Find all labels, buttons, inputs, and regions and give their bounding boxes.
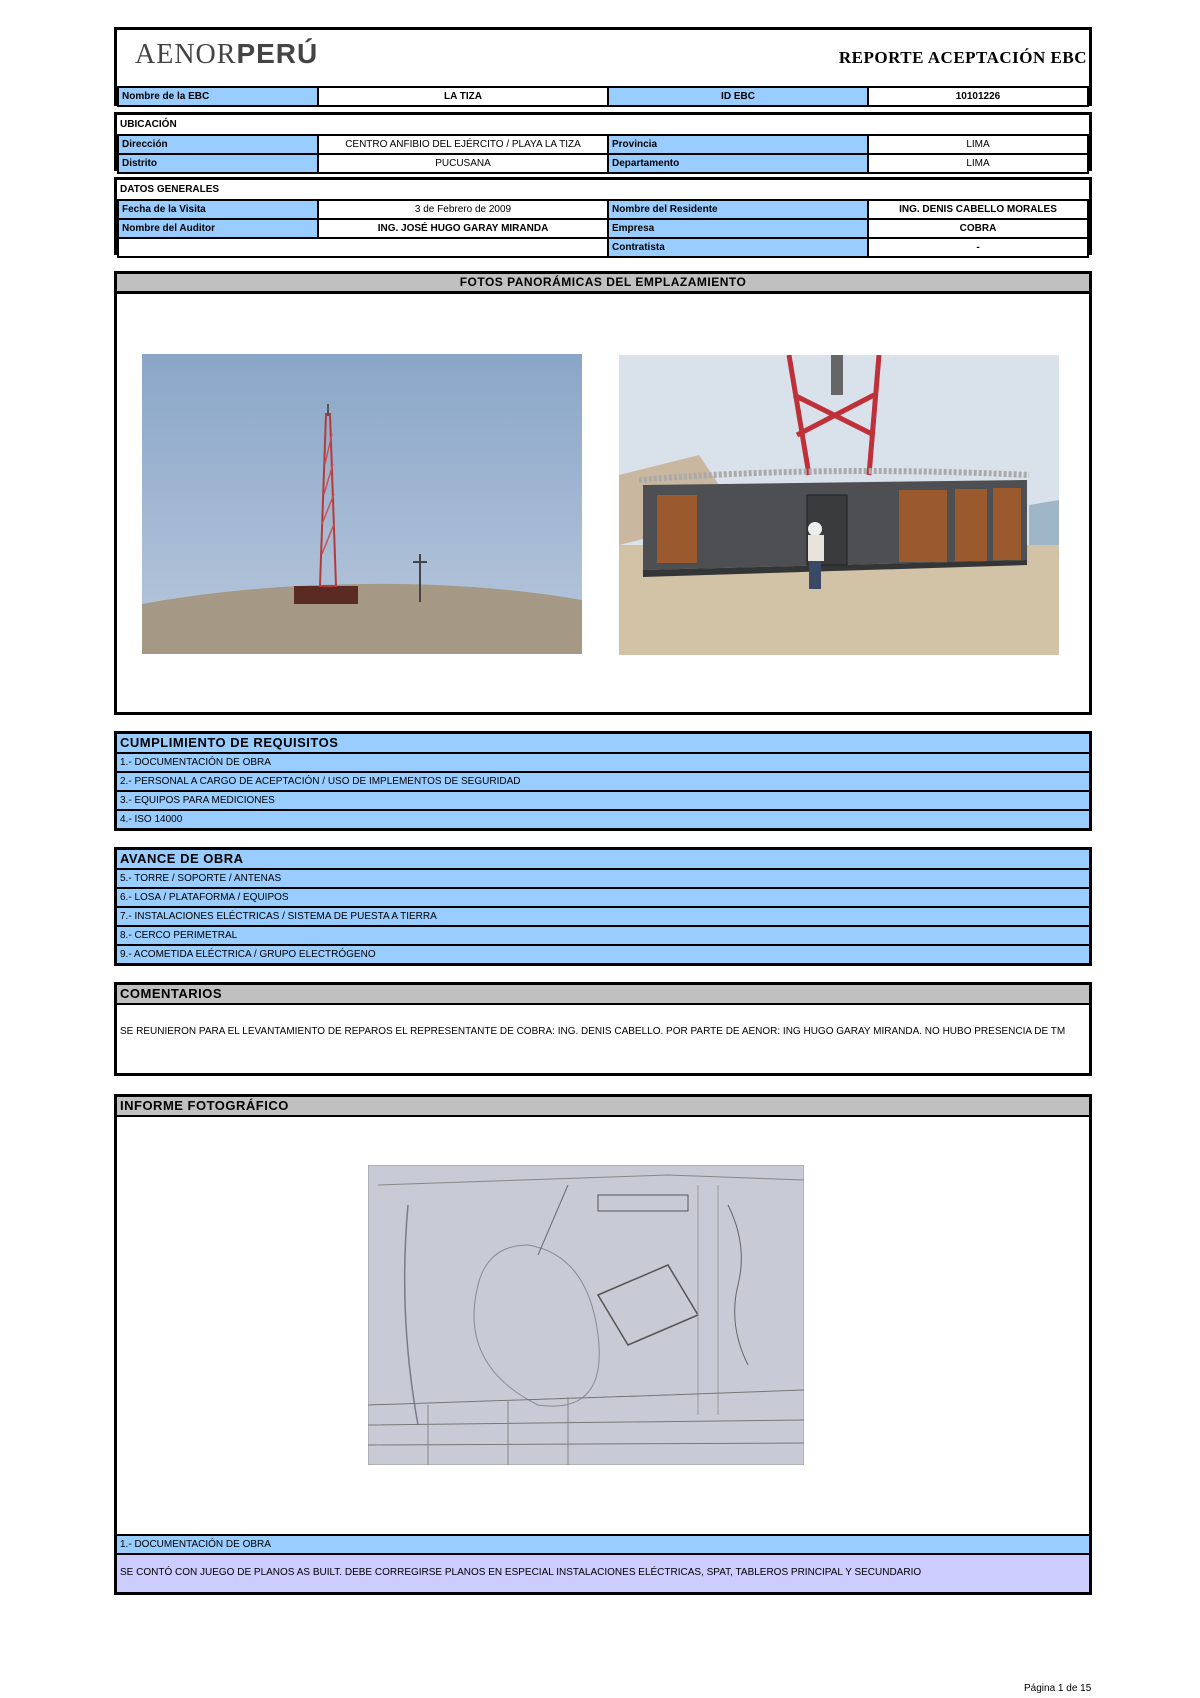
distrito-label: Distrito bbox=[118, 154, 318, 173]
ubicacion-title: UBICACIÓN bbox=[117, 115, 1089, 136]
requisito-item: 3.- EQUIPOS PARA MEDICIONES bbox=[117, 792, 1089, 811]
id-row-table bbox=[117, 86, 1089, 107]
fecha-label: Fecha de la Visita bbox=[118, 200, 318, 219]
datos-generales-title: DATOS GENERALES bbox=[117, 180, 1089, 201]
requisito-item: 4.- ISO 14000 bbox=[117, 811, 1089, 828]
blank-cell bbox=[118, 238, 608, 257]
documentacion-item-text: SE CONTÓ CON JUEGO DE PLANOS AS BUILT. DEBE CORREGIRSE PLANOS EN ESPECIAL INSTALACIONES ELÉCTRICAS, SPAT, TABLEROS PRINCIPAL Y SECUNDARIO bbox=[117, 1555, 1089, 1592]
ebc-name-label: Nombre de la EBC bbox=[118, 87, 318, 106]
requisito-item: 1.- DOCUMENTACIÓN DE OBRA bbox=[117, 754, 1089, 773]
ubicacion-table bbox=[117, 134, 1089, 174]
ebc-id-label: ID EBC bbox=[608, 87, 868, 106]
avance-box bbox=[114, 847, 1092, 966]
ebc-id-value: 10101226 bbox=[868, 87, 1088, 106]
comentarios-title: COMENTARIOS bbox=[117, 985, 1089, 1005]
auditor-label: Nombre del Auditor bbox=[118, 219, 318, 238]
avance-title: AVANCE DE OBRA bbox=[117, 850, 1089, 870]
fotos-panoramicas-box bbox=[114, 271, 1092, 715]
provincia-value: LIMA bbox=[868, 135, 1088, 154]
logo bbox=[135, 38, 318, 71]
shelter-photo bbox=[619, 355, 1059, 655]
comentarios-box bbox=[114, 982, 1092, 1076]
departamento-label: Departamento bbox=[608, 154, 868, 173]
logo-text-aenor: AENOR bbox=[135, 39, 237, 70]
auditor-value: ING. JOSÉ HUGO GARAY MIRANDA bbox=[318, 219, 608, 238]
page-number: Página 1 de 15 bbox=[1024, 1683, 1092, 1694]
cumplimiento-box bbox=[114, 731, 1092, 831]
ubicacion-box bbox=[114, 112, 1092, 171]
empresa-value: COBRA bbox=[868, 219, 1088, 238]
residente-label: Nombre del Residente bbox=[608, 200, 868, 219]
avance-item: 9.- ACOMETIDA ELÉCTRICA / GRUPO ELECTRÓGENO bbox=[117, 946, 1089, 963]
avance-item: 6.- LOSA / PLATAFORMA / EQUIPOS bbox=[117, 889, 1089, 908]
logo-text-peru: PERÚ bbox=[236, 38, 319, 69]
fotos-panoramicas-title: FOTOS PANORÁMICAS DEL EMPLAZAMIENTO bbox=[117, 274, 1089, 294]
plans-photo bbox=[368, 1165, 804, 1465]
empresa-label: Empresa bbox=[608, 219, 868, 238]
report-title: REPORTE ACEPTACIÓN EBC bbox=[838, 48, 1087, 67]
provincia-label: Provincia bbox=[608, 135, 868, 154]
ebc-name-value: LA TIZA bbox=[318, 87, 608, 106]
residente-value: ING. DENIS CABELLO MORALES bbox=[868, 200, 1088, 219]
informe-box bbox=[114, 1094, 1092, 1595]
departamento-value: LIMA bbox=[868, 154, 1088, 173]
comentarios-text: SE REUNIERON PARA EL LEVANTAMIENTO DE REPAROS EL REPRESENTANTE DE COBRA: ING. DENIS CABELLO. POR PARTE DE AENOR: ING HUGO GARAY MIRANDA. NO HUBO PRESENCIA DE TM bbox=[120, 1026, 1066, 1037]
datos-generales-table bbox=[117, 199, 1089, 258]
distrito-value: PUCUSANA bbox=[318, 154, 608, 173]
avance-item: 7.- INSTALACIONES ELÉCTRICAS / SISTEMA DE PUESTA A TIERRA bbox=[117, 908, 1089, 927]
avance-item: 5.- TORRE / SOPORTE / ANTENAS bbox=[117, 870, 1089, 889]
contratista-label: Contratista bbox=[608, 238, 868, 257]
datos-generales-box bbox=[114, 177, 1092, 255]
header-box bbox=[114, 27, 1092, 106]
documentacion-item-label: 1.- DOCUMENTACIÓN DE OBRA bbox=[117, 1534, 1089, 1555]
informe-title: INFORME FOTOGRÁFICO bbox=[117, 1097, 1089, 1117]
tower-photo bbox=[142, 354, 582, 654]
avance-item: 8.- CERCO PERIMETRAL bbox=[117, 927, 1089, 946]
requisito-item: 2.- PERSONAL A CARGO DE ACEPTACIÓN / USO DE IMPLEMENTOS DE SEGURIDAD bbox=[117, 773, 1089, 792]
direccion-label: Dirección bbox=[118, 135, 318, 154]
report-page bbox=[114, 27, 1092, 1595]
contratista-value: - bbox=[868, 238, 1088, 257]
fecha-value: 3 de Febrero de 2009 bbox=[318, 200, 608, 219]
cumplimiento-title: CUMPLIMIENTO DE REQUISITOS bbox=[117, 734, 1089, 754]
direccion-value: CENTRO ANFIBIO DEL EJÉRCITO / PLAYA LA TIZA bbox=[318, 135, 608, 154]
